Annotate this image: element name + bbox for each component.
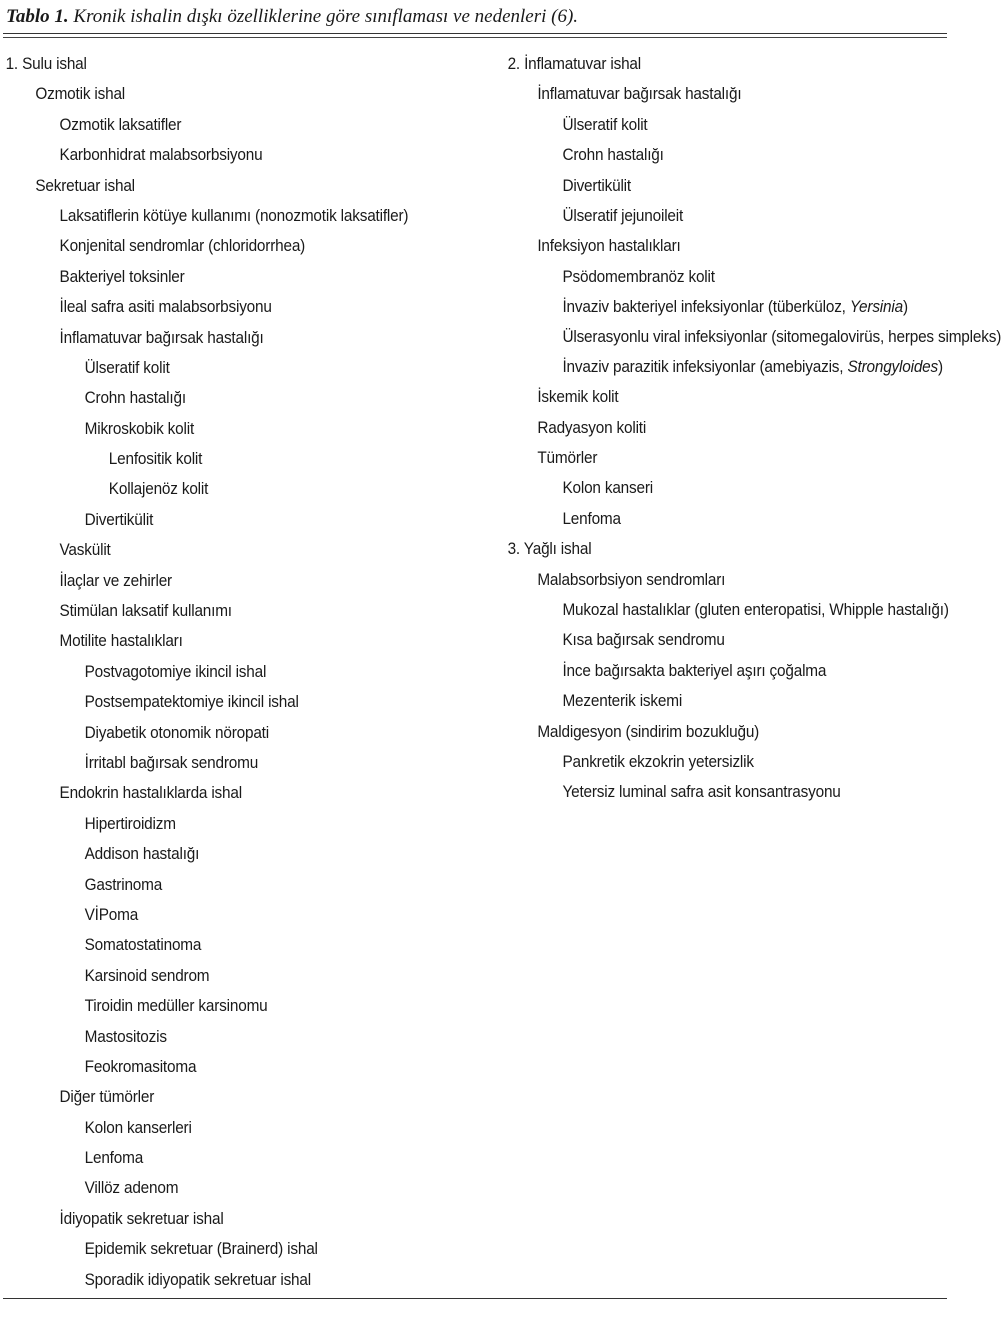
left-column bbox=[0, 49, 480, 1295]
list-item: Mastositozis bbox=[84, 1027, 167, 1046]
list-item: İleal safra asiti malabsorbsiyonu bbox=[59, 298, 272, 317]
list-item: Kollajenöz kolit bbox=[108, 480, 209, 499]
list-item: Radyasyon koliti bbox=[537, 418, 647, 437]
list-item: Kolon kanseri bbox=[562, 479, 654, 498]
list-item: Laksatiflerin kötüye kullanımı (nonozmotik laksatifler) bbox=[59, 206, 409, 225]
list-item: Epidemik sekretuar (Brainerd) ishal bbox=[84, 1240, 318, 1259]
list-item: Konjenital sendromlar (chloridorrhea) bbox=[59, 237, 306, 256]
list-item: Feokromasitoma bbox=[84, 1057, 197, 1076]
list-item-text: İnvaziv parazitik infeksiyonlar (amebiyazis, bbox=[562, 357, 848, 376]
list-item: Pankretik ekzokrin yetersizlik bbox=[562, 752, 754, 771]
list-item: Karsinoid sendrom bbox=[84, 966, 210, 985]
top-rule-thin bbox=[3, 37, 947, 38]
list-item: Malabsorbsiyon sendromları bbox=[537, 570, 726, 589]
section-heading-inflamatuvar-ishal: 2. İnflamatuvar ishal bbox=[507, 55, 642, 73]
list-item: Crohn hastalığı bbox=[84, 389, 186, 408]
list-item: Sporadik idiyopatik sekretuar ishal bbox=[84, 1270, 311, 1289]
list-item-italic: Yersinia bbox=[849, 298, 903, 317]
list-item: İdiyopatik sekretuar ishal bbox=[59, 1209, 224, 1228]
list-item: Stimülan laksatif kullanımı bbox=[59, 602, 232, 621]
list-item: Ülseratif kolit bbox=[562, 115, 648, 134]
list-item: Motilite hastalıkları bbox=[59, 632, 183, 651]
list-item: Mikroskobik kolit bbox=[84, 419, 195, 438]
list-item: İnflamatuvar bağırsak hastalığı bbox=[59, 328, 264, 347]
top-rule bbox=[3, 33, 947, 34]
list-item: Infeksiyon hastalıkları bbox=[537, 237, 681, 256]
list-item-italic: Strongyloides bbox=[847, 357, 939, 376]
list-item: Ozmotik ishal bbox=[35, 85, 126, 104]
list-item: İlaçlar ve zehirler bbox=[59, 571, 172, 590]
list-item: Karbonhidrat malabsorbsiyonu bbox=[59, 146, 263, 165]
list-item: İnflamatuvar bağırsak hastalığı bbox=[537, 85, 742, 104]
list-item: Psödomembranöz kolit bbox=[562, 267, 715, 286]
list-item: Gastrinoma bbox=[84, 875, 163, 894]
list-item: Maldigesyon (sindirim bozukluğu) bbox=[537, 722, 760, 741]
list-item: Sekretuar ishal bbox=[35, 176, 135, 195]
list-item: Hipertiroidizm bbox=[84, 814, 176, 833]
list-item: İnce bağırsakta bakteriyel aşırı çoğalma bbox=[562, 661, 827, 680]
bottom-rule bbox=[3, 1298, 947, 1299]
list-item: Bakteriyel toksinler bbox=[59, 267, 185, 286]
list-item: Crohn hastalığı bbox=[562, 146, 664, 165]
list-item-text-end: ) bbox=[902, 298, 908, 317]
list-item: Tümörler bbox=[537, 449, 598, 468]
list-item: Yetersiz luminal safra asit konsantrasyonu bbox=[562, 783, 841, 802]
list-item: Addison hastalığı bbox=[84, 845, 200, 864]
list-item: İskemik kolit bbox=[537, 388, 619, 407]
list-item: Kısa bağırsak sendromu bbox=[562, 631, 725, 650]
list-item: Endokrin hastalıklarda ishal bbox=[59, 784, 242, 803]
list-item: VİPoma bbox=[84, 905, 139, 924]
list-item: Lenfoma bbox=[84, 1149, 144, 1168]
right-column bbox=[502, 49, 1002, 808]
table-caption bbox=[6, 4, 946, 30]
list-item: Divertikülit bbox=[84, 510, 154, 529]
list-item-text-end: ) bbox=[938, 357, 943, 376]
list-item-text: İnvaziv bakteriyel infeksiyonlar (tüberküloz, bbox=[562, 298, 850, 317]
list-item: Mukozal hastalıklar (gluten enteropatisi, Whipple hastalığı) bbox=[562, 601, 949, 620]
list-item: Lenfoma bbox=[562, 509, 621, 528]
list-item: Postvagotomiye ikincil ishal bbox=[84, 662, 267, 681]
list-item: Ülserasyonlu viral infeksiyonlar (sitomegalovirüs, herpes simpleks) bbox=[562, 327, 1002, 346]
list-item: İrritabl bağırsak sendromu bbox=[84, 753, 259, 772]
list-item: Kolon kanserleri bbox=[84, 1118, 192, 1137]
list-item bbox=[502, 292, 1003, 322]
table-title: Kronik ishalin dışkı özelliklerine göre sınıflaması ve nedenleri (6). bbox=[68, 6, 579, 27]
list-item: Diğer tümörler bbox=[59, 1088, 155, 1107]
list-item: Ozmotik laksatifler bbox=[59, 115, 182, 134]
section-heading-yagli-ishal: 3. Yağlı ishal bbox=[507, 540, 592, 559]
list-item: Ülseratif jejunoileit bbox=[562, 206, 684, 225]
list-item: Mezenterik iskemi bbox=[562, 692, 683, 711]
list-item: Divertikülit bbox=[562, 176, 631, 195]
list-item bbox=[502, 352, 1003, 382]
section-heading-sulu-ishal: 1. Sulu ishal bbox=[5, 55, 87, 73]
table-label: Tablo 1. bbox=[6, 6, 69, 27]
list-item: Postsempatektomiye ikincil ishal bbox=[84, 693, 299, 712]
list-item: Ülseratif kolit bbox=[84, 358, 170, 377]
list-item: Tiroidin medüller karsinomu bbox=[84, 997, 268, 1016]
list-item: Villöz adenom bbox=[84, 1179, 179, 1198]
list-item: Somatostatinoma bbox=[84, 936, 202, 955]
list-item: Lenfositik kolit bbox=[108, 450, 203, 469]
list-item: Diyabetik otonomik nöropati bbox=[84, 723, 269, 742]
list-item: Vaskülit bbox=[59, 541, 111, 560]
